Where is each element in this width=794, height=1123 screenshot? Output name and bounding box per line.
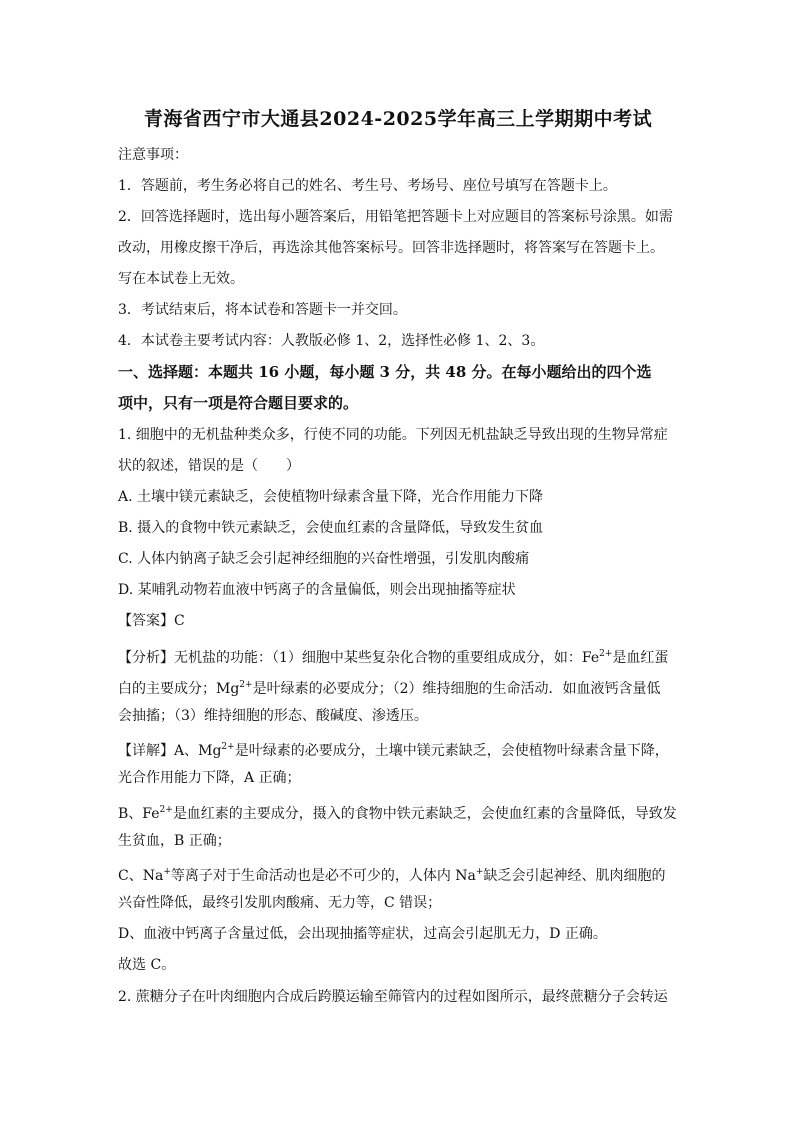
q1-conclusion: 故选 C。 bbox=[118, 957, 176, 973]
notice-item-2-end: 写在本试卷上无效。 bbox=[118, 271, 244, 287]
q1-option-d: D. 某哺乳动物若血液中钙离子的含量偏低，则会出现抽搐等症状 bbox=[118, 582, 516, 598]
notice-item-2: 2．回答选择题时，选出每小题答案后，用铅笔把答题卡上对应题目的答案标号涂黑。如需 bbox=[118, 209, 673, 225]
q1-stem: 1. 细胞中的无机盐种类众多，行使不同的功能。下列因无机盐缺乏导致出现的生物异常症 bbox=[118, 427, 668, 443]
q1-analysis-line-1: 【分析】无机盐的功能：（1）细胞中某些复杂化合物的重要组成成分，如：$Fe^{2+}$是血红蛋 bbox=[118, 649, 669, 666]
notice-heading: 注意事项： bbox=[118, 147, 188, 163]
q1-detail-line-7: D、血液中钙离子含量过低，会出现抽搐等症状，过高会引起肌无力，D 正确。 bbox=[118, 926, 607, 942]
q1-answer: 【答案】C bbox=[118, 613, 185, 629]
q1-option-c: C. 人体内钠离子缺乏会引起神经细胞的兴奋性增强，引发肌肉酸痛 bbox=[118, 551, 530, 567]
q1-analysis-line-3: 会抽搐；（3）维持细胞的形态、酸碱度、渗透压。 bbox=[118, 708, 428, 724]
section-heading-cont: 项中，只有一项是符合题目要求的。 bbox=[118, 394, 359, 412]
q1-detail-line-3: B、$Fe^{2+}$是血红素的主要成分，摄入的食物中铁元素缺乏，会使血红素的含量降低，导致发 bbox=[118, 805, 677, 822]
q1-option-b: B. 摄入的食物中铁元素缺乏，会使血红素的含量降低，导致发生贫血 bbox=[118, 520, 544, 536]
q1-stem-cont: 状的叙述，错误的是（ ） bbox=[118, 458, 300, 474]
q1-detail-line-5: C、Na+等离子对于生命活动也是必不可少的，人体内 Na+缺乏会引起神经、肌肉细胞的 bbox=[118, 867, 666, 884]
page-title: 青海省西宁市大通县2024-2025学年高三上学期期中考试 bbox=[143, 108, 653, 130]
q1-analysis-line-2: 白的主要成分；$Mg^{2+}$是叶绿素的必要成分；（2）维持细胞的生命活动．如血液钙含量低 bbox=[118, 680, 661, 697]
section-heading: 一、选择题：本题共 16 小题，每小题 3 分，共 48 分。在每小题给出的四个选 bbox=[118, 363, 652, 381]
q1-detail-line-6: 兴奋性降低，最终引发肌肉酸痛、无力等，C 错误； bbox=[118, 895, 442, 911]
notice-item-3: 3．考试结束后，将本试卷和答题卡一并交回。 bbox=[118, 302, 407, 318]
q2-stem: 2. 蔗糖分子在叶肉细胞内合成后跨膜运输至筛管内的过程如图所示，最终蔗糖分子会转运 bbox=[118, 989, 668, 1005]
q1-detail-line-1: 【详解】A、$Mg^{2+}$是叶绿素的必要成分，土壤中镁元素缺乏，会使植物叶绿素含量下降， bbox=[118, 742, 669, 759]
q1-detail-line-4: 生贫血，B 正确； bbox=[118, 833, 231, 849]
q1-detail-line-2: 光合作用能力下降，A 正确； bbox=[118, 770, 301, 786]
notice-item-4: 4．本试卷主要考试内容：人教版必修 1、2，选择性必修 1、2、3。 bbox=[118, 333, 545, 349]
notice-item-1: 1．答题前，考生务必将自己的姓名、考生号、考场号、座位号填写在答题卡上。 bbox=[118, 178, 617, 194]
notice-item-2-cont: 改动，用橡皮擦干净后，再选涂其他答案标号。回答非选择题时，将答案写在答题卡上。 bbox=[118, 240, 664, 256]
q1-option-a: A. 土壤中镁元素缺乏，会使植物叶绿素含量下降，光合作用能力下降 bbox=[118, 489, 544, 505]
